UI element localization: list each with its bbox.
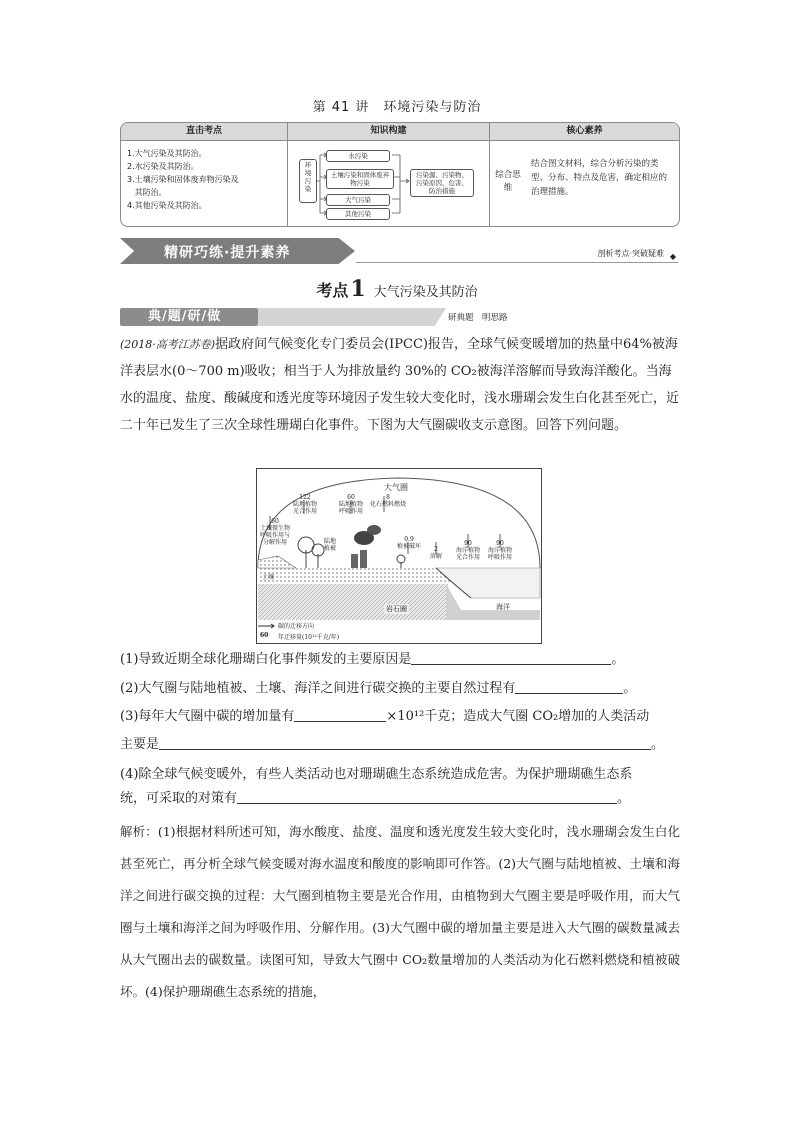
banner-right: 剖析考点·突破疑难	[597, 249, 664, 258]
list-item: 2.水污染及其防治。	[127, 162, 199, 171]
lecture-title: 第 41 讲 环境污染与防治	[312, 100, 482, 115]
flux-fossil-fuel: 8 化石燃料燃烧	[370, 494, 407, 508]
tree-result: 污染源、污染物、污染原因、危害、防治措施	[410, 169, 474, 197]
question-4-cont: 统，可采取的对策有 。	[120, 791, 631, 806]
header-knowledge: 知识构建	[288, 123, 489, 141]
sub-banner-note: 研典题 明思路	[448, 313, 508, 323]
flux-deforestation: 0.9 植被破坏	[396, 536, 421, 550]
question-4: (4)除全球气候变暖外，有些人类活动也对珊瑚礁生态系统造成危害。为保护珊瑚礁生态系	[120, 767, 633, 782]
diamond-icon: ◆	[669, 252, 676, 261]
list-item: 1.大气污染及其防治。	[127, 149, 207, 158]
sub-banner-tag: 典/题/研/做	[120, 308, 258, 326]
carbon-budget-figure	[256, 468, 542, 644]
tree-branch-soil: 土壤污染和固体废弃物污染	[326, 169, 394, 189]
tree-root: 环境污染	[299, 159, 317, 203]
legend-arrow: 碳的迁移方向	[278, 623, 315, 630]
summary-table	[120, 122, 680, 227]
figure-rock: 岩石圈	[386, 605, 407, 613]
source-citation: (2018·高考江苏卷)	[120, 338, 216, 351]
tree-branch-other: 其他污染	[326, 208, 390, 220]
figure-soil: 土壤	[262, 574, 275, 581]
section-banner	[120, 238, 678, 264]
header-exam-points: 直击考点	[121, 123, 287, 141]
exam-point-heading: 考点1 大气污染及其防治	[316, 276, 478, 302]
tree-branch-water: 水污染	[326, 150, 390, 162]
figure-atmosphere: 大气圈	[384, 483, 408, 492]
core-label: 综合思维	[495, 170, 521, 193]
intro-paragraph	[120, 331, 680, 439]
header-core-literacy: 核心素养	[490, 123, 679, 141]
banner-title: 精研巧练·提升素养	[164, 245, 291, 261]
list-item: 其防治。	[127, 188, 167, 197]
intro-text: 据政府间气候变化专门委员会(IPCC)报告，全球气候变暖增加的热量中64%被海洋表层水(0～700 m)吸收；相当于人为排放量约 30%的 CO₂被海洋溶解而导致海洋酸化。当海水的温度、盐度、酸碱度和透光度等环境因子发生较大变化时，浅水珊瑚会发生白化甚至死亡，近二十年已发生了三次全球性珊瑚白化事件。下图为大气圈碳收支示意图。回答下列问题。	[120, 337, 680, 433]
question-1: (1)导致近期全球化珊瑚白化事件频发的主要原因是 。	[120, 652, 625, 667]
list-item: 4.其他污染及其防治。	[127, 201, 207, 210]
figure-ocean: 海洋	[496, 603, 510, 611]
figure-land-veg: 陆地植被	[324, 538, 337, 552]
exam-points-list	[127, 147, 282, 212]
flux-ocean-respiration: 90 海洋植物呼吸作用	[487, 540, 512, 561]
flux-land-respiration: 60 陆地植物呼吸作用	[338, 494, 363, 515]
question-3: (3)每年大气圈中碳的增加量有 ×10¹²千克；造成大气圈 CO₂增加的人类活动	[120, 709, 650, 724]
sub-banner	[120, 308, 678, 326]
list-item: 3.土壤污染和固体废弃物污染及	[127, 175, 239, 184]
flux-dissolution: 2 溶解	[429, 546, 442, 560]
legend-value: 60	[260, 632, 269, 639]
question-3-cont: 主要是 。	[120, 737, 665, 752]
flux-soil-respiration: 60 土壤微生物呼吸作用与分解作用	[259, 518, 290, 546]
flux-ocean-photosynthesis: 90 海洋植物光合作用	[455, 540, 480, 561]
tree-branch-air: 大气污染	[326, 194, 390, 206]
flux-land-photosynthesis: 122 陆地植物光合作用	[292, 494, 317, 515]
legend-unit: 年迁移量(10¹²千克/年)	[278, 634, 340, 641]
analysis-paragraph: 解析：(1)根据材料所述可知，海水酸度、盐度、温度和透光度发生较大变化时，浅水珊瑚会发生白化甚至死亡，再分析全球气候变暖对海水温度和酸度的影响即可作答。(2)大气圈与陆地植被、土壤和海洋之间进行碳交换的过程：大气圈到植物主要是光合作用，由植物到大气圈主要是呼吸作用，而大气圈与土壤和海洋之间为呼吸作用、分解作用。(3)大气圈中碳的增加量主要是进入大气圈的碳数量减去从大气圈出去的碳数量。读图可知，导致大气圈中 CO₂数量增加的人类活动为化石燃料燃烧和植被破坏。(4)保护珊瑚礁生态系统的措施，	[120, 824, 680, 999]
core-text: 结合图文材料，综合分析污染的类型、分布、特点及危害，确定相应的治理措施。	[531, 159, 668, 197]
question-2: (2)大气圈与陆地植被、土壤、海洋之间进行碳交换的主要自然过程有 。	[120, 681, 637, 696]
